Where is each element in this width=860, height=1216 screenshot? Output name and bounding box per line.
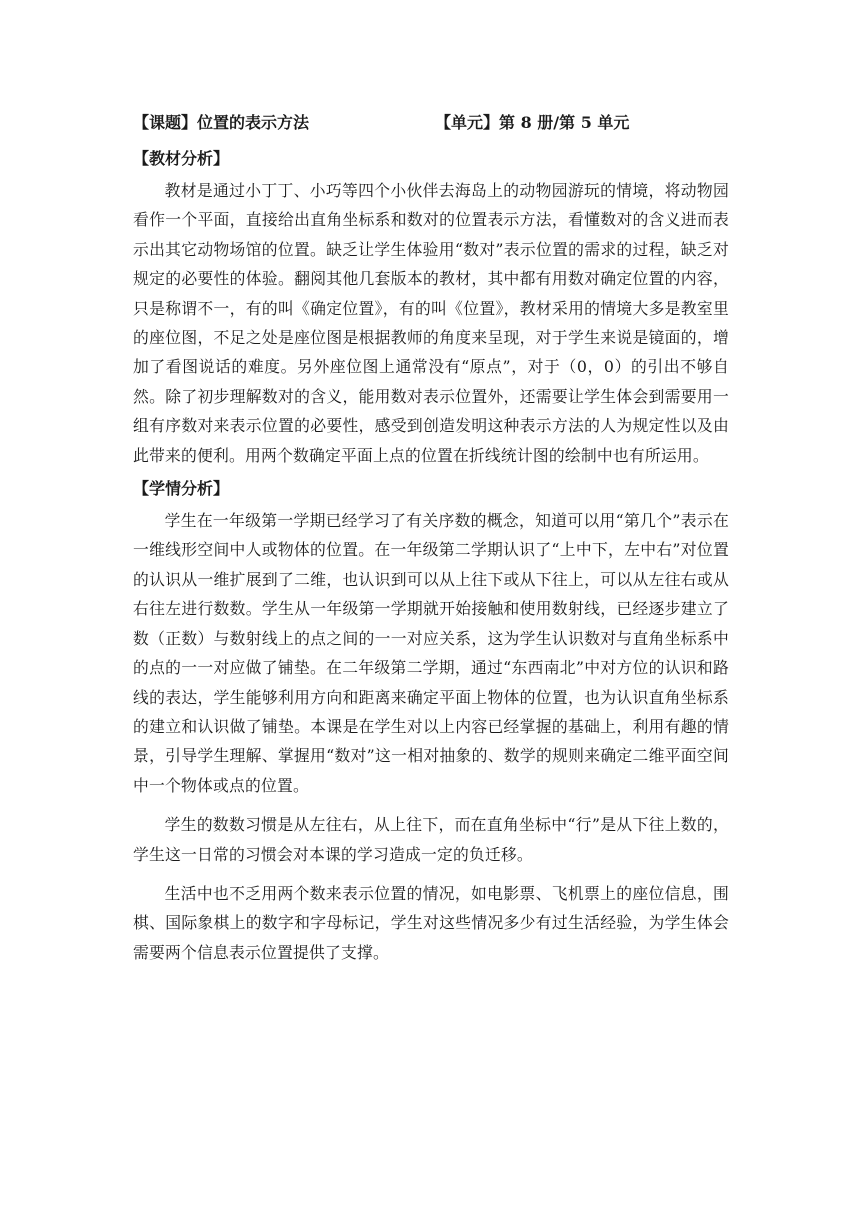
section-student-analysis <box>133 476 729 967</box>
section-title-student-analysis: 【学情分析】 <box>133 479 230 499</box>
lesson-unit: 【单元】第 8 册/第 5 单元 <box>435 113 630 132</box>
section-title-textbook-analysis: 【教材分析】 <box>133 149 230 168</box>
lesson-header <box>133 110 729 136</box>
paragraph: 生活中也不乏用两个数来表示位置的情况，如电影票、飞机票上的座位信息，围棋、国际象棋上的数字和字母标记，学生对这些情况多少有过生活经验，为学生体会需要两个信息表示位置提供了支撑。 <box>133 883 729 962</box>
section-textbook-analysis <box>133 146 729 470</box>
paragraph: 学生的数数习惯是从左往右，从上往下，而在直角坐标中“行”是从下往上数的，学生这一日常的习惯会对本课的学习造成一定的负迁移。 <box>133 815 729 864</box>
document-page <box>133 110 729 967</box>
lesson-topic: 【课题】位置的表示方法 <box>133 113 310 132</box>
paragraph: 学生在一年级第一学期已经学习了有关序数的概念，知道可以用“第几个”表示在一维线形空间中人或物体的位置。在一年级第二学期认识了“上中下，左中右”对位置的认识从一维扩展到了二维，也认识到可以从上往下或从下往上，可以从左往右或从右往左进行数数。学生从一年级第一学期就开始接触和使用数射线，已经逐步建立了数（正数）与数射线上的点之间的一一对应关系，这为学生认识数对与直角坐标系中的点的一一对应做了铺垫。在二年级第二学期，通过“东西南北”中对方位的认识和路线的表达，学生能够利用方向和距离来确定平面上物体的位置，也为认识直角坐标系的建立和认识做了铺垫。本课是在学生对以上内容已经掌握的基础上，利用有趣的情景，引导学生理解、掌握用“数对”这一相对抽象的、数学的规则来确定二维平面空间中一个物体或点的位置。 <box>133 511 729 795</box>
paragraph: 教材是通过小丁丁、小巧等四个小伙伴去海岛上的动物园游玩的情境，将动物园看作一个平面，直接给出直角坐标系和数对的位置表示方法，看懂数对的含义进而表示出其它动物场馆的位置。缺乏让学生体验用“数对”表示位置的需求的过程，缺乏对规定的必要性的体验。翻阅其他几套版本的教材，其中都有用数对确定位置的内容，只是称谓不一，有的叫《确定位置》，有的叫《位置》，教材采用的情境大多是教室里的座位图，不足之处是座位图是根据教师的角度来呈现，对于学生来说是镜面的，增加了看图说话的难度。另外座位图上通常没有“原点”，对于（0，0）的引出不够自然。除了初步理解数对的含义，能用数对表示位置外，还需要让学生体会到需要用一组有序数对来表示位置的必要性，感受到创造发明这种表示方法的人为规定性以及由此带来的便利。用两个数确定平面上点的位置在折线统计图的绘制中也有所运用。 <box>133 181 729 465</box>
